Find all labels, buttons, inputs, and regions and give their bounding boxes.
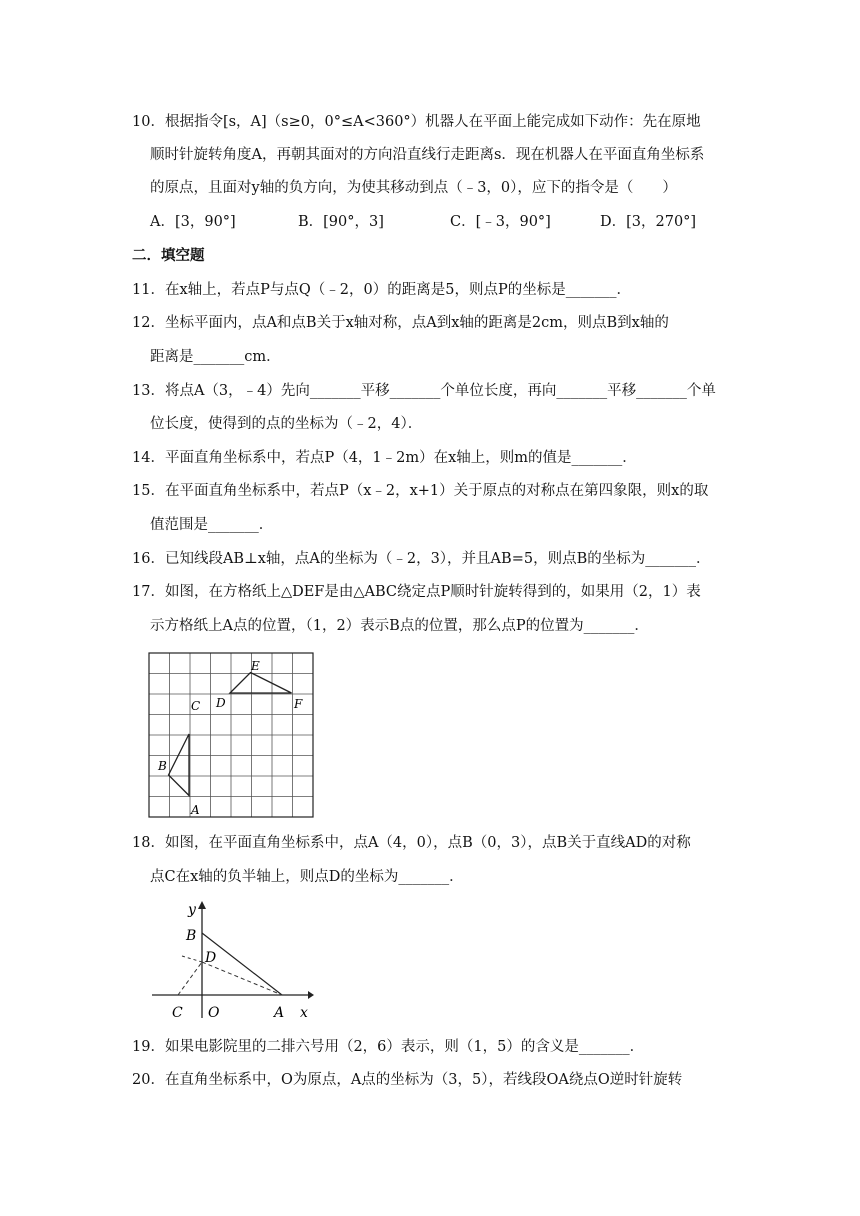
q18-line1: 18．如图，在平面直角坐标系中，点A（4，0），点B（0，3），点B关于直线AD的对称 bbox=[132, 835, 691, 851]
q10-option-a: A．[3，90°] bbox=[150, 214, 236, 230]
label-f: F bbox=[294, 697, 303, 711]
q10-line2: 顺时针旋转角度A，再朝其面对的方向沿直线行走距离s．现在机器人在平面直角坐标系 bbox=[150, 147, 705, 163]
label-c: C bbox=[172, 1005, 183, 1020]
q17-line2: 示方格纸上A点的位置，（1，2）表示B点的位置，那么点P的位置为_______． bbox=[150, 618, 649, 634]
label-d: D bbox=[216, 696, 226, 710]
q12-line1: 12．坐标平面内，点A和点B关于x轴对称，点A到x轴的距离是2cm，则点B到x轴的 bbox=[132, 315, 669, 331]
q19: 19．如果电影院里的二排六号用（2，6）表示，则（1，5）的含义是_______． bbox=[132, 1039, 645, 1055]
q10-option-c: C．[﹣3，90°] bbox=[450, 214, 551, 230]
y-axis-arrow bbox=[198, 901, 206, 909]
q10-line1: 10．根据指令[s，A]（s≥0，0°≤A<360°）机器人在平面上能完成如下动作：先在原地 bbox=[132, 114, 701, 130]
q13-line2: 位长度，使得到的点的坐标为（﹣2，4）． bbox=[150, 416, 423, 432]
segment-da bbox=[202, 962, 282, 995]
label-c: C bbox=[191, 699, 201, 713]
q11: 11．在x轴上，若点P与点Q（﹣2，0）的距离是5，则点P的坐标是_______． bbox=[132, 282, 631, 298]
label-b: B bbox=[158, 759, 167, 773]
label-o: O bbox=[208, 1005, 220, 1020]
q16: 16．已知线段AB⊥x轴，点A的坐标为（﹣2，3），并且AB=5，则点B的坐标为_______． bbox=[132, 551, 711, 567]
x-axis-arrow bbox=[308, 991, 314, 999]
label-b: B bbox=[186, 928, 197, 944]
q15-line1: 15．在平面直角坐标系中，若点P（x﹣2，x+1）关于原点的对称点在第四象限，则x的取 bbox=[132, 483, 709, 499]
segment-d-extension bbox=[182, 956, 202, 962]
triangle-abc bbox=[169, 734, 190, 796]
q10-option-d: D．[3，270°] bbox=[600, 214, 697, 230]
label-e: E bbox=[251, 659, 260, 673]
section-title: 二．填空题 bbox=[132, 247, 205, 264]
q18-coordinate-figure bbox=[148, 898, 314, 1020]
label-x: x bbox=[300, 1005, 308, 1020]
q13-line1: 13．将点A（3，﹣4）先向_______平移_______个单位长度，再向_______平移_______个单 bbox=[132, 383, 716, 399]
grid-lines bbox=[149, 653, 313, 817]
label-a: A bbox=[274, 1005, 285, 1020]
q15-line2: 值范围是_______． bbox=[150, 517, 274, 533]
q18-line2: 点C在x轴的负半轴上，则点D的坐标为_______． bbox=[150, 869, 464, 885]
q10-line3: 的原点，且面对y轴的负方向，为使其移动到点（﹣3，0），应下的指令是（ ） bbox=[150, 180, 677, 196]
q17-line1: 17．如图，在方格纸上△DEF是由△ABC绕定点P顺时针旋转得到的，如果用（2，1）表 bbox=[132, 584, 701, 600]
q17-grid-figure bbox=[148, 652, 314, 818]
q10-option-b: B．[90°，3] bbox=[298, 214, 384, 230]
label-a: A bbox=[191, 803, 200, 817]
triangle-def bbox=[230, 673, 292, 694]
segment-cd bbox=[178, 962, 202, 995]
q14: 14．平面直角坐标系中，若点P（4，1﹣2m）在x轴上，则m的值是_______． bbox=[132, 450, 637, 466]
q20: 20．在直角坐标系中，O为原点，A点的坐标为（3，5），若线段OA绕点O逆时针旋转 bbox=[132, 1072, 683, 1088]
label-y: y bbox=[188, 902, 196, 918]
label-d: D bbox=[205, 950, 217, 966]
q12-line2: 距离是_______cm． bbox=[150, 349, 281, 365]
